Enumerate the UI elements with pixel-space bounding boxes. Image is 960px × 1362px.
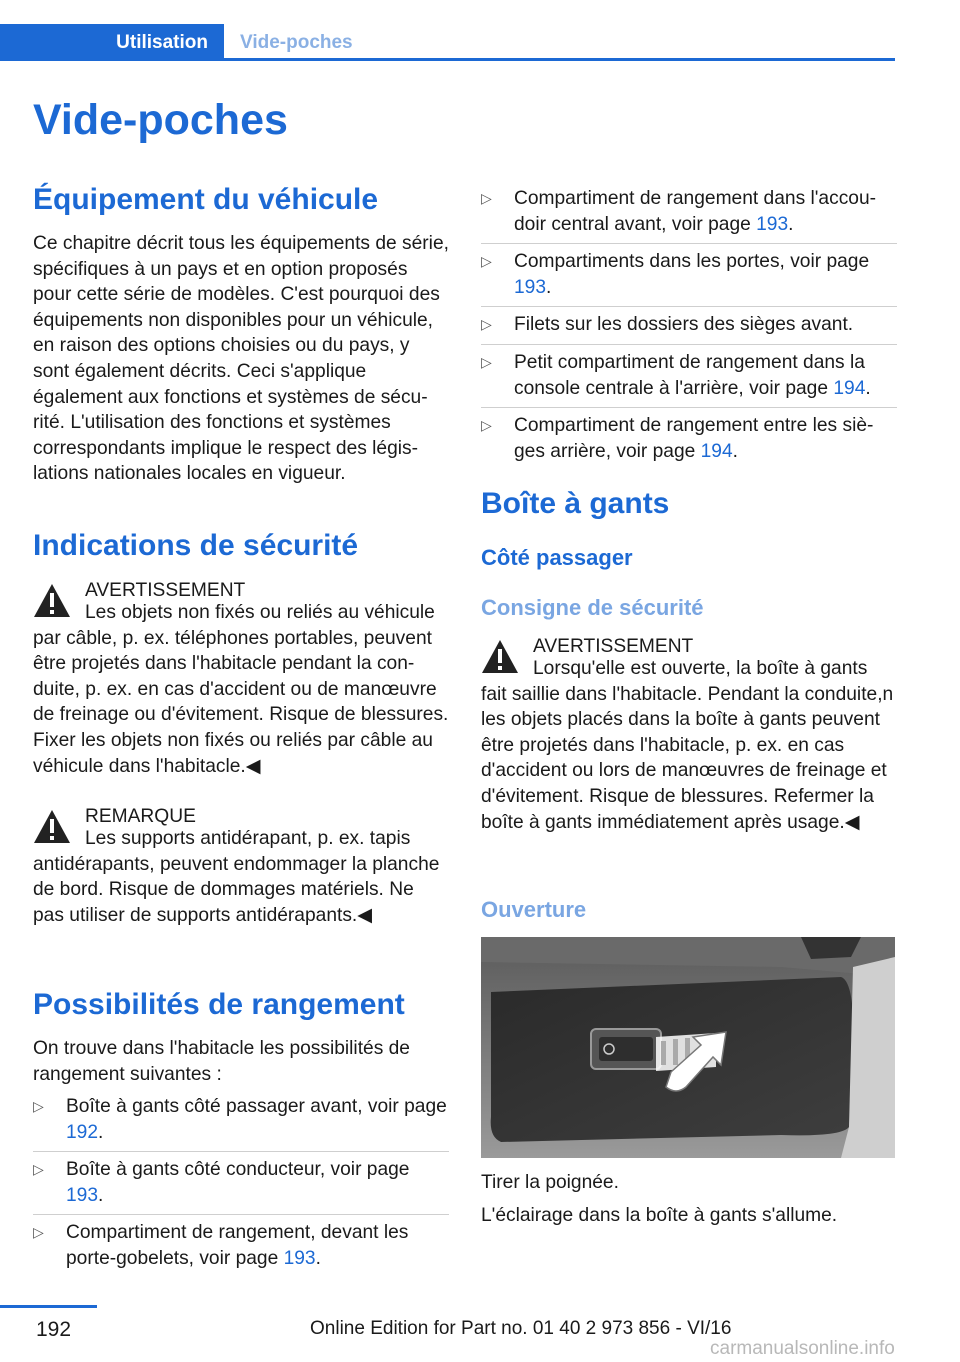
list-item: ▷ Compartiment de rangement, devant les porte-gobelets, voir page 193. [33,1222,409,1269]
watermark: carmanualsonline.info [710,1338,895,1359]
passenger-side-heading: Côté passager [481,545,633,570]
warning-label: AVERTISSEMENT [533,636,694,657]
page-link[interactable]: 193 [66,1184,99,1206]
page-link[interactable]: 193 [756,213,789,235]
edition-info: Online Edition for Part no. 01 40 2 973 856 - VI/16 [310,1318,732,1339]
tab-utilisation[interactable]: Utilisation [0,24,224,61]
step-pull-handle: Tirer la poignée. [481,1172,619,1193]
list-item: ▷ Boîte à gants côté passager avant, voir page 192. [33,1094,449,1152]
notice-text: Les supports antidérapant, p. ex. tapis antidérapants, peuvent endommager la planche de bord. Risque de dommages matériels. Ne pas utiliser de supports antidérapants.◀ [33,828,440,926]
storage-list-left [33,1094,449,1272]
header-divider [0,58,895,61]
opening-heading: Ouverture [481,897,587,922]
list-item: ▷ Compartiment de rangement dans l'accoudoir central avant, voir page 193. [481,186,897,244]
bullet-triangle-icon: ▷ [33,1224,44,1241]
bullet-triangle-icon: ▷ [481,353,492,370]
tab-vide-poches[interactable]: Vide-poches [240,32,353,53]
warning-text: Lorsqu'elle est ouverte, la boîte à gants fait saillie dans l'habitacle. Pendant la conduite,n les objets placés dans la boîte à gants peuvent être projetés dans l'habitacle, p. ex. en cas d'accident ou lors de manœuvres de freinage et d'évitement. Risque de blessures. Refermer la boîte à gants immédiatement après usage.◀ [481,658,894,833]
safety-subheading: Consigne de sécurité [481,595,704,620]
list-item: ▷ Boîte à gants côté conducteur, voir page 193. [33,1157,449,1215]
glovebox-heading: Boîte à gants [481,487,670,520]
page-link[interactable]: 194 [833,377,866,399]
page-link[interactable]: 192 [66,1121,99,1143]
storage-intro: On trouve dans l'habitacle les possibilités de rangement suivantes : [33,1038,410,1085]
bullet-triangle-icon: ▷ [481,417,492,434]
page-title: Vide-poches [33,96,288,144]
storage-heading: Possibilités de rangement [33,988,405,1021]
list-item: ▷ Filets sur les dossiers des sièges avant. [481,312,897,345]
bullet-triangle-icon: ▷ [33,1098,44,1114]
list-item: ▷ Compartiment de rangement entre les sièges arrière, voir page 194. [481,415,874,462]
page-number: 192 [36,1318,72,1341]
list-item: ▷ Compartiments dans les portes, voir page 193. [481,249,897,307]
page-link[interactable]: 193 [283,1247,316,1269]
bullet-triangle-icon: ▷ [481,190,492,206]
footer-divider [0,1305,97,1308]
notice-label: REMARQUE [85,806,196,827]
page-link[interactable]: 193 [514,276,547,298]
storage-list-right [481,186,897,464]
warning-text: Les objets non fixés ou reliés au véhicule par câble, p. ex. téléphones portables, peuvent être projetés dans l'habitacle pendant la conduite, p. ex. en cas d'accident ou de manœuvre de freinage ou d'évitement. Risque de blessures. Fixer les objets non fixés ou reliés par câble au véhicule dans l'habitacle.◀ [33,602,449,777]
list-item: ▷ Petit compartiment de rangement dans la console centrale à l'arrière, voir page 194. [481,350,897,408]
safety-heading: Indications de sécurité [33,529,359,562]
bullet-triangle-icon: ▷ [481,316,492,333]
equipment-text: Ce chapitre décrit tous les équipements de série, spécifiques à un pays et en option proposés pour cette série de modèles. C'est pourquoi des équipements non disponibles pour un véhicule, en raison des options choisies ou du pays, y sont également décrits. Ceci s'applique également aux fonctions et systèmes de sécurité. L'utilisation des fonctions et systèmes correspondants implique le respect des législations nationales locales en vigueur. [33,233,449,485]
glovebox-handle-photo [481,937,895,1158]
glovebox-illustration [481,937,895,1158]
bullet-triangle-icon: ▷ [33,1161,44,1178]
warning-label: AVERTISSEMENT [85,580,246,601]
step-light-on: L'éclairage dans la boîte à gants s'allume. [481,1205,838,1226]
bullet-triangle-icon: ▷ [481,253,492,270]
page-link[interactable]: 194 [700,440,733,462]
equipment-heading: Équipement du véhicule [33,183,379,216]
header-tabbar [0,24,895,61]
